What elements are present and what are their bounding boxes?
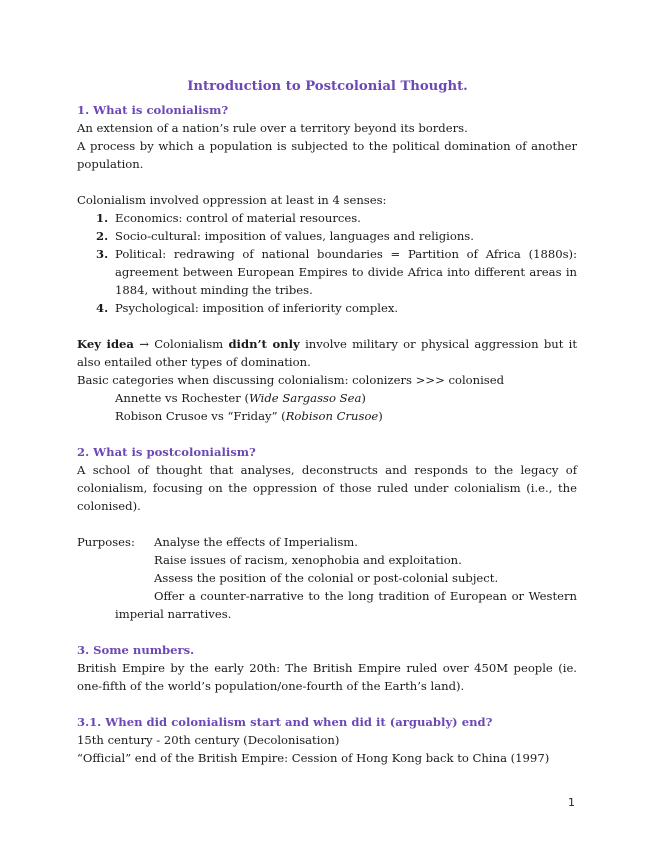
purpose-item: Offer a counter-narrative to the long tradition of European or Western bbox=[154, 589, 577, 603]
list-item: 3. Political: redrawing of national boundaries = Partition of Africa (1880s): agreement between European Empires to divide Africa into different areas in 1884, without minding the tribes. bbox=[96, 247, 577, 297]
section-heading-numbers: 3. Some numbers. bbox=[77, 643, 195, 657]
timeline-line-2: “Official” end of the British Empire: Cession of Hong Kong back to China (1997) bbox=[77, 751, 550, 765]
key-idea: Key idea → Colonialism didn’t only involve military or physical aggression but it also entailed other types of domination. bbox=[77, 337, 578, 369]
timeline-line-1: 15th century - 20th century (Decolonisation) bbox=[77, 733, 340, 747]
postcolonialism-definition: A school of thought that analyses, deconstructs and responds to the legacy of colonialism, focusing on the oppression of those ruled under colonialism (i.e., the colonised). bbox=[77, 463, 577, 513]
oppression-intro: Colonialism involved oppression at least in 4 senses: bbox=[77, 193, 387, 207]
section-heading-postcolonialism: 2. What is postcolonialism? bbox=[77, 445, 256, 459]
page-title: Introduction to Postcolonial Thought. bbox=[187, 79, 468, 94]
document-body bbox=[77, 101, 577, 767]
section-heading-timeline: 3.1. When did colonialism start and when did it (arguably) end? bbox=[77, 715, 493, 729]
purpose-item-continuation: imperial narratives. bbox=[115, 607, 232, 621]
example-1: Annette vs Rochester (Wide Sargasso Sea) bbox=[115, 391, 366, 405]
oppression-list bbox=[77, 209, 577, 317]
purpose-item: Analyse the effects of Imperialism. bbox=[154, 535, 358, 549]
page-number: 1 bbox=[568, 796, 575, 809]
definition-1: An extension of a nation’s rule over a territory beyond its borders. bbox=[77, 121, 468, 135]
purpose-item: Raise issues of racism, xenophobia and exploitation. bbox=[154, 553, 462, 567]
definition-2: A process by which a population is subjected to the political domination of another population. bbox=[77, 139, 577, 171]
key-idea-emphasis: didn’t only bbox=[228, 337, 300, 351]
key-idea-label: Key idea bbox=[77, 337, 134, 351]
purpose-item: Assess the position of the colonial or post-colonial subject. bbox=[154, 571, 499, 585]
categories-line: Basic categories when discussing colonialism: colonizers >>> colonised bbox=[77, 373, 505, 387]
list-item: 2. Socio-cultural: imposition of values, languages and religions. bbox=[96, 229, 474, 243]
purposes-block bbox=[77, 533, 577, 623]
purposes-label: Purposes: bbox=[77, 535, 135, 549]
list-item: 4. Psychological: imposition of inferiority complex. bbox=[96, 301, 399, 315]
section-heading-colonialism: 1. What is colonialism? bbox=[77, 103, 229, 117]
list-item: 1. Economics: control of material resources. bbox=[96, 211, 361, 225]
example-2: Robison Crusoe vs “Friday” (Robison Crusoe) bbox=[115, 409, 383, 423]
numbers-text: British Empire by the early 20th: The British Empire ruled over 450M people (ie. one-fifth of the world’s population/one-fourth of the Earth’s land). bbox=[77, 661, 577, 693]
arrow-icon: → bbox=[139, 337, 149, 351]
